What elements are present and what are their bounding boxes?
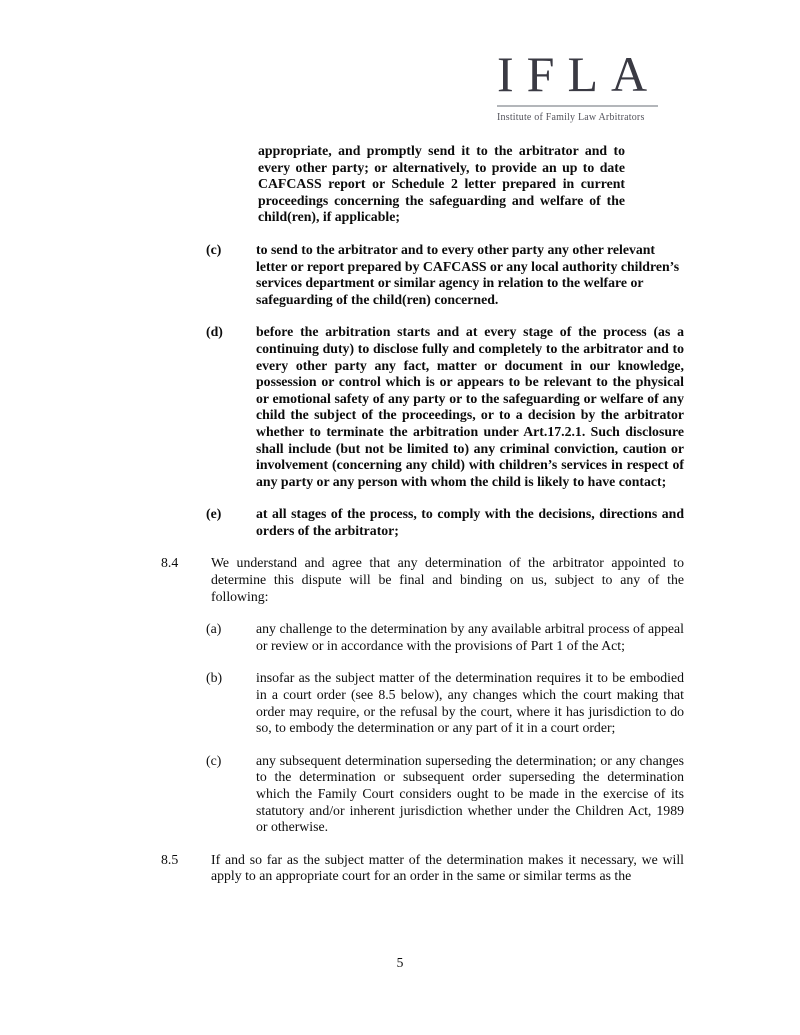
ifla-logo xyxy=(497,46,663,123)
clause-c xyxy=(206,241,684,308)
clause-text: at all stages of the process, to comply with the decisions, directions and orders of the arbitrator; xyxy=(256,506,684,538)
clause-8-4 xyxy=(161,555,684,605)
clause-text: appropriate, and promptly send it to the arbitrator and to every other party; or alternatively, to provide an up to date CAFCASS report or Schedule 2 letter prepared in current proceedings concerning the safeguarding and welfare of the child(ren), if applicable; xyxy=(258,143,625,225)
logo-divider xyxy=(497,105,658,107)
clause-text: If and so far as the subject matter of the determination makes it necessary, we will apply to an appropriate court for an order in the same or similar terms as the xyxy=(211,851,684,884)
clause-label: (c) xyxy=(206,752,222,768)
clause-label: (c) xyxy=(206,241,222,257)
clause-text: before the arbitration starts and at every stage of the process (as a continuing duty) to disclose fully and completely to the arbitrator and to every other party any fact, matter or document in our knowledge, possession or control which is or appears to be relevant to the physical or emotional safety of any party or to the safeguarding or welfare of any child the subject of the proceedings, or to a decision by the arbitrator whether to terminate the arbitration under Art.17.2.1. Such disclosure shall include (but not be limited to) any criminal conviction, caution or involvement (concerning any child) with children’s services in respect of any party or any person with whom the child is likely to have contact; xyxy=(256,324,684,489)
clause-8-4-c xyxy=(206,752,684,836)
clause-label: (b) xyxy=(206,670,223,686)
clause-number: 8.5 xyxy=(161,851,179,867)
clause-8-5 xyxy=(161,851,684,885)
clause-text: We understand and agree that any determination of the arbitrator appointed to determine this dispute will be final and binding on us, subject to any of the following: xyxy=(211,555,684,604)
clause-text: any challenge to the determination by any available arbitral process of appeal or review or in accordance with the provisions of Part 1 of the Act; xyxy=(256,621,684,653)
document-body xyxy=(0,143,800,901)
clause-d xyxy=(206,324,684,490)
clause-text: any subsequent determination superseding the determination; or any changes to the determination or subsequent order superseding the determination which the Family Court considers ought to be made in the exercise of its statutory and/or inherent jurisdiction whether under the Children Act, 1989 or otherwise. xyxy=(256,752,684,835)
clause-label: (e) xyxy=(206,506,222,522)
clause-b-continuation xyxy=(258,143,625,226)
clause-e xyxy=(206,506,684,539)
clause-label: (a) xyxy=(206,621,222,637)
page-number: 5 xyxy=(396,955,404,970)
clause-number: 8.4 xyxy=(161,555,179,571)
logo-acronym: IFLA xyxy=(497,46,661,102)
clause-8-4-a xyxy=(206,621,684,654)
clause-text: insofar as the subject matter of the determination requires it to be embodied in a court order (see 8.5 below), any changes which the court making that order may require, or the refusal by the court, where it has jurisdiction to do so, to embody the determination or any part of it in a court order; xyxy=(256,670,684,736)
clause-label: (d) xyxy=(206,324,223,340)
clause-text: to send to the arbitrator and to every other party any other relevant letter or report prepared by CAFCASS or any local authority children’s services department or similar agency in relation to the welfare or safeguarding of the child(ren) concerned. xyxy=(256,241,680,307)
clause-8-4-b xyxy=(206,670,684,736)
logo-subtitle: Institute of Family Law Arbitrators xyxy=(497,112,645,123)
